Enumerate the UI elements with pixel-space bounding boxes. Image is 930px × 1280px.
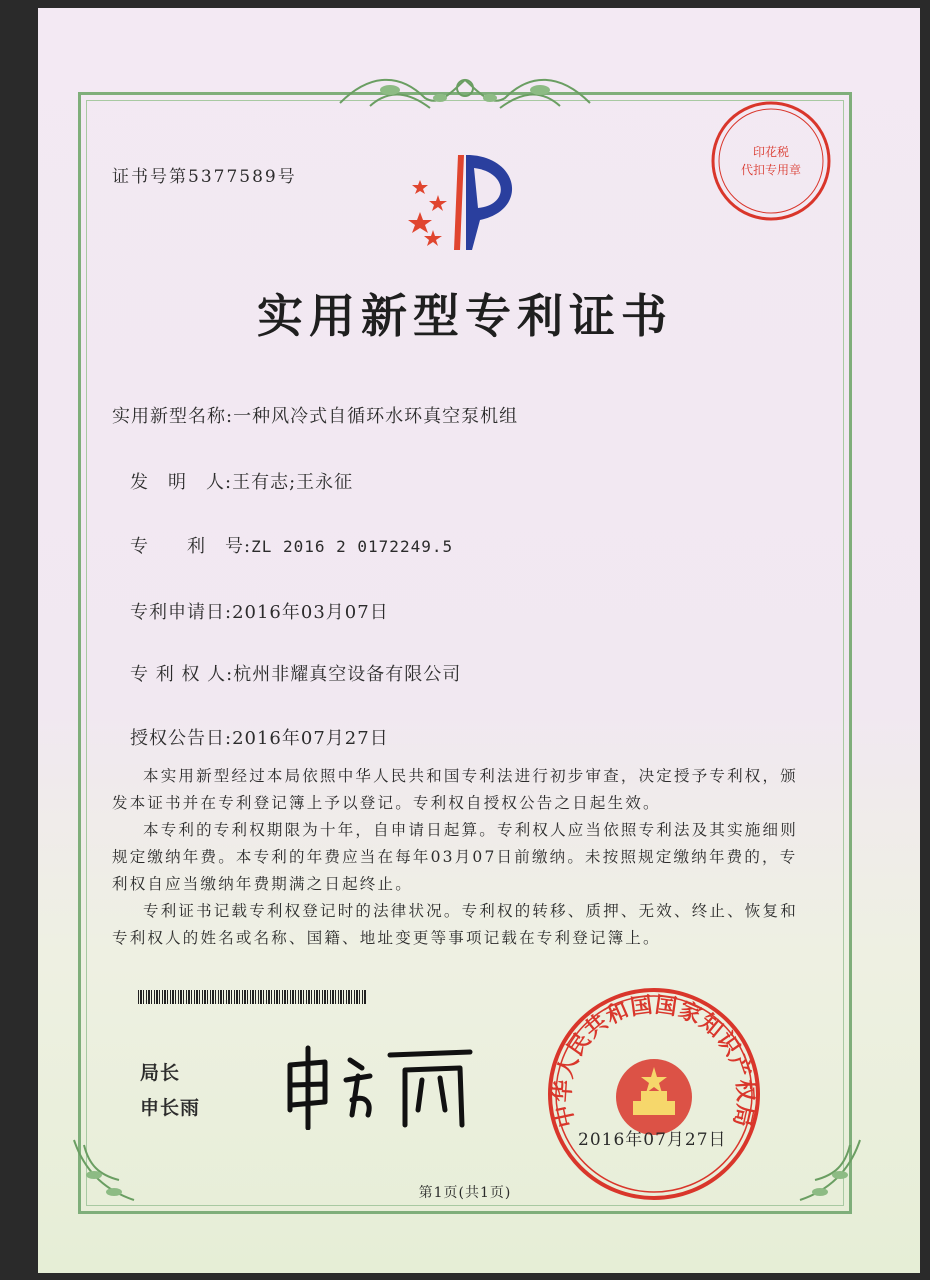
body-paragraph: 专利证书记载专利权登记时的法律状况。专利权的转移、质押、无效、终止、恢复和专利权人的姓名或名称、国籍、地址变更等事项记载在专利登记簿上。 <box>112 902 798 947</box>
field-inventor <box>130 468 353 494</box>
field-value: 杭州非耀真空设备有限公司 <box>233 664 462 685</box>
field-label: 发 明 人: <box>130 472 233 493</box>
tax-seal <box>708 98 834 224</box>
field-label: 实用新型名称: <box>112 406 234 427</box>
field-patentee <box>130 660 461 686</box>
field-application-date <box>130 598 389 624</box>
top-ornament <box>330 68 600 118</box>
certificate-body <box>112 763 802 952</box>
field-grant-date <box>130 724 389 750</box>
barcode <box>138 990 366 1004</box>
director-name: 申长雨 <box>140 1097 201 1119</box>
field-label: 专利申请日: <box>130 602 233 623</box>
body-paragraph: 本实用新型经过本局依照中华人民共和国专利法进行初步审查，决定授予专利权，颁发本证书并在专利登记簿上予以登记。专利权自授权公告之日起生效。 <box>112 767 798 812</box>
issue-date: 2016年07月27日 <box>578 1130 727 1150</box>
field-utility-model-name <box>112 402 518 428</box>
director-signature <box>280 1040 480 1130</box>
field-value: 王有志;王永征 <box>232 472 354 493</box>
svg-text:印花税: 印花税 <box>752 145 790 159</box>
field-label: 专 利 号: <box>130 536 252 557</box>
director-title: 局长 <box>140 1062 181 1084</box>
page-number: 第1页(共1页) <box>418 1185 512 1201</box>
field-label: 授权公告日: <box>130 728 233 749</box>
body-paragraph: 本专利的专利权期限为十年，自申请日起算。专利权人应当依照专利法及其实施细则规定缴纳年费。本专利的年费应当在每年03月07日前缴纳。未按照规定缴纳年费的，专利权自应当缴纳年费期满之日起终止。 <box>112 821 798 893</box>
field-patent-number <box>130 532 453 558</box>
sipo-logo-icon <box>400 150 540 262</box>
field-value: 一种风冷式自循环水环真空泵机组 <box>233 406 519 427</box>
sipo-seal <box>545 985 763 1203</box>
svg-text:代扣专用章: 代扣专用章 <box>740 163 802 177</box>
field-label: 专 利 权 人: <box>130 664 234 685</box>
seal-text: 中华人民共和国国家知识产权局 <box>550 992 758 1130</box>
field-value: ZL 2016 2 0172249.5 <box>251 537 454 556</box>
field-value: 2016年07月27日 <box>232 728 389 749</box>
certificate-title: 实用新型专利证书 <box>257 289 673 343</box>
field-value: 2016年03月07日 <box>232 602 389 623</box>
certificate-number: 证书号第5377589号 <box>112 167 297 187</box>
